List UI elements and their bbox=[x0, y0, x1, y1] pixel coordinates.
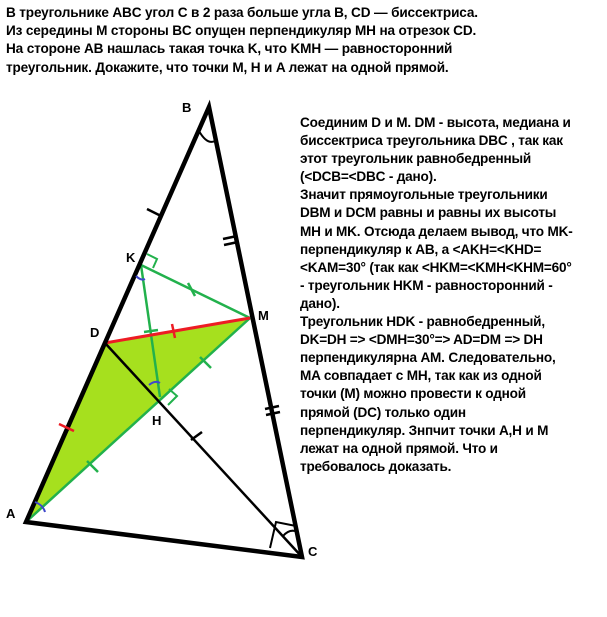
solution-line: лежат на одной прямой. Что и bbox=[300, 440, 498, 456]
solution-line: <KAM=30° (так как <HKM=<KMH<KHM=60° bbox=[300, 259, 572, 275]
problem-line: В треугольнике ABC угол C в 2 раза больше угла B, CD — биссектриса. bbox=[6, 5, 478, 20]
label-h: H bbox=[152, 413, 162, 428]
problem-line: Из середины M стороны BC опущен перпендикуляр MH на отрезок CD. bbox=[6, 23, 477, 39]
right-angle-marks bbox=[147, 254, 296, 548]
solution-line: DK=DH => <DMH=30°=> AD=DM => DH bbox=[300, 332, 543, 348]
solution-line: - треугольник HKM - равносторонний - bbox=[300, 277, 553, 293]
label-b: B bbox=[182, 100, 192, 115]
tick-mc-1 bbox=[265, 406, 279, 409]
solution-line: прямой (DC) только один bbox=[300, 404, 466, 420]
problem-line: На стороне AB нашлась такая точка K, что KMH — равносторонний bbox=[6, 41, 453, 57]
tick-bk bbox=[147, 209, 161, 216]
label-a: A bbox=[6, 506, 16, 521]
problem-line: треугольник. Докажите, что точки M, H и A лежат на одной прямой. bbox=[6, 59, 449, 75]
solution-line: MA совпадает с MH, так как из одной bbox=[300, 368, 542, 384]
solution-line: DBM и DCM равны и равны их высоты bbox=[300, 205, 557, 221]
segment-cd bbox=[105, 343, 302, 557]
solution-line: MH и MK. Отсюда делаем вывод, что MK- bbox=[300, 223, 573, 239]
solution-line: Соединим D и M. DM - высота, медиана и bbox=[300, 115, 571, 130]
solution-line: Треугольник HDK - равнобедренный, bbox=[300, 314, 545, 330]
solution-line: перпендикуляр к AB, а <AKH=<KHD= bbox=[300, 241, 542, 257]
solution-line: (<DCB=<DBC - дано). bbox=[300, 169, 437, 185]
tick-mc-2 bbox=[266, 412, 280, 415]
solution-line: этот треугольник равнобедренный bbox=[300, 151, 532, 167]
solution-line: требовалось доказать. bbox=[300, 458, 452, 474]
solution-line: Значит прямоугольные треугольники bbox=[300, 187, 548, 203]
right-angle-k bbox=[147, 254, 157, 268]
solution-line: перпендикулярна AM. Следовательно, bbox=[300, 350, 556, 366]
solution-line: точки (M) можно провести к одной bbox=[300, 386, 526, 402]
segment-km bbox=[141, 265, 250, 318]
solution-line: биссектриса треугольника DBC , так как bbox=[300, 133, 563, 149]
label-k: K bbox=[126, 250, 136, 265]
tick-kh bbox=[144, 330, 158, 332]
label-m: M bbox=[258, 308, 269, 323]
solution-line: дано). bbox=[300, 295, 340, 311]
label-d: D bbox=[90, 325, 100, 340]
label-c: C bbox=[308, 544, 318, 559]
tick-hc bbox=[191, 432, 202, 440]
solution-line: перпендикуляр. Знпчит точки A,H и M bbox=[300, 422, 549, 438]
